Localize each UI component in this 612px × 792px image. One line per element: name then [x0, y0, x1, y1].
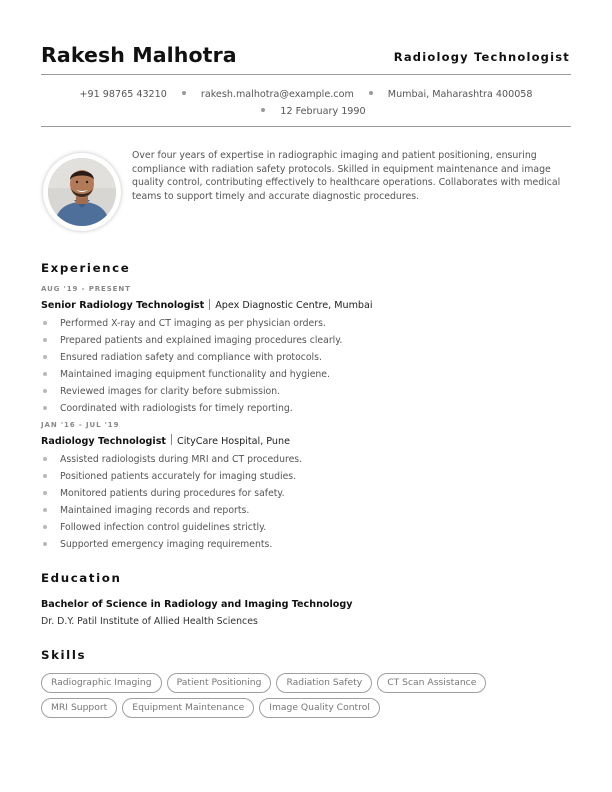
job-dates: AUG '19 - PRESENT	[41, 285, 131, 293]
bullet-icon	[43, 321, 47, 325]
phone: +91 98765 43210	[79, 89, 167, 100]
job-role: Radiology Technologist	[41, 435, 166, 447]
skill-tag: Patient Positioning	[167, 673, 272, 693]
skill-tag: Radiographic Imaging	[41, 673, 162, 693]
job-title: Radiology Technologist	[393, 50, 570, 64]
list-item	[41, 502, 571, 519]
bullet-text: Performed X-ray and CT imaging as per physician orders.	[60, 318, 326, 329]
list-item	[41, 366, 571, 383]
summary-section	[41, 149, 571, 231]
job-dates: JAN '16 - JUL '19	[41, 420, 120, 429]
list-item	[41, 468, 571, 485]
avatar-frame	[43, 153, 121, 231]
bullet-text: Coordinated with radiologists for timely reporting.	[60, 403, 293, 415]
skill-tag: Radiation Safety	[276, 673, 372, 693]
job-role: Senior Radiology Technologist	[41, 300, 205, 311]
bullet-icon	[43, 491, 47, 495]
list-item	[41, 400, 571, 417]
avatar	[48, 158, 116, 226]
separator-dot-icon	[261, 108, 265, 112]
bullet-text: Reviewed images for clarity before submission.	[60, 386, 281, 398]
job-entry	[41, 421, 571, 554]
education-school: Dr. D.Y. Patil Institute of Allied Health Sciences	[41, 616, 258, 628]
bullet-icon	[43, 389, 47, 393]
job-employer: CityCare Hospital, Pune	[177, 435, 290, 447]
divider	[209, 299, 210, 310]
separator-dot-icon	[182, 91, 186, 95]
job-entry	[41, 285, 571, 418]
list-item	[41, 332, 571, 349]
education-section	[41, 571, 571, 628]
list-item	[41, 315, 571, 332]
bullet-text: Supported emergency imaging requirements.	[60, 539, 273, 551]
education-degree: Bachelor of Science in Radiology and Imaging Technology	[41, 599, 353, 611]
bullet-text: Maintained imaging records and reports.	[60, 504, 250, 516]
list-item	[41, 451, 571, 468]
bullet-text: Prepared patients and explained imaging procedures clearly.	[60, 335, 343, 347]
list-item	[41, 349, 571, 366]
skill-tag: Equipment Maintenance	[122, 698, 254, 718]
bullet-icon	[43, 525, 47, 529]
resume-header	[41, 0, 571, 75]
bullet-icon	[43, 542, 47, 546]
email: rakesh.malhotra@example.com	[200, 89, 354, 100]
job-role-line	[41, 435, 571, 448]
list-item	[41, 485, 571, 502]
bullet-icon	[43, 338, 47, 342]
job-bullets	[41, 315, 571, 418]
bullet-icon	[43, 457, 47, 461]
bullet-icon	[43, 372, 47, 376]
section-title-experience: Experience	[41, 261, 131, 275]
experience-section	[41, 261, 571, 553]
section-title-skills: Skills	[41, 648, 87, 663]
bullet-text: Followed infection control guidelines strictly.	[60, 521, 267, 533]
bullet-text: Ensured radiation safety and compliance with protocols.	[60, 352, 322, 364]
job-role-line	[41, 299, 571, 312]
bullet-text: Monitored patients during procedures for safety.	[60, 487, 285, 499]
list-item	[41, 519, 571, 536]
separator-dot-icon	[369, 91, 373, 95]
skills-section	[41, 648, 571, 718]
divider	[171, 434, 172, 445]
bullet-icon	[43, 406, 47, 410]
skill-tag: Image Quality Control	[259, 698, 380, 718]
section-title-education: Education	[41, 571, 122, 586]
list-item	[41, 383, 571, 400]
list-item	[41, 536, 571, 553]
skill-tag: CT Scan Assistance	[377, 673, 486, 693]
avatar-photo-icon	[48, 158, 116, 226]
skills-list	[41, 673, 511, 718]
skill-tag: MRI Support	[41, 698, 117, 718]
contact-info	[41, 75, 571, 127]
bullet-text: Maintained imaging equipment functionality and hygiene.	[60, 369, 330, 381]
bullet-icon	[43, 474, 47, 478]
bullet-text: Positioned patients accurately for imaging studies.	[60, 470, 297, 482]
bullet-icon	[43, 508, 47, 512]
bullet-icon	[43, 355, 47, 359]
summary-text: Over four years of expertise in radiographic imaging and patient positioning, ensuring compliance with radiation safety protocols. Skilled in equipment maintenance and image quality control, contributing effectively to healthcare operations. Collaborates with medical teams to support timely and accurate diagnostic procedures.	[132, 150, 561, 202]
job-bullets	[41, 451, 571, 554]
birth-date: 12 February 1990	[280, 106, 366, 117]
candidate-name: Rakesh Malhotra	[41, 43, 237, 67]
location: Mumbai, Maharashtra 400058	[387, 89, 533, 100]
bullet-text: Assisted radiologists during MRI and CT procedures.	[60, 453, 303, 465]
job-employer: Apex Diagnostic Centre, Mumbai	[215, 300, 373, 311]
